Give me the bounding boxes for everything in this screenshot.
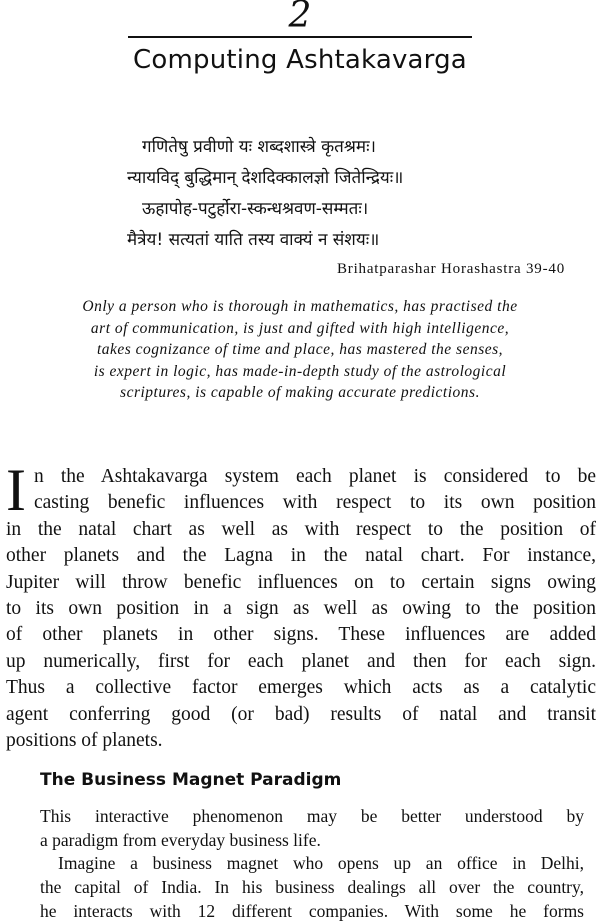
title-rule [128, 36, 472, 38]
verse-translation [0, 296, 600, 404]
chapter-title: Computing Ashtakavarga [133, 45, 467, 75]
chapter-number: 2 [288, 0, 312, 36]
body-line: Jupiter will throw benefic influences on to certain signs owing [6, 571, 596, 593]
verse-source: Brihatparashar Horashastra 39-40 [336, 261, 565, 277]
body-line: casting benefic influences with respect to its own position [33, 492, 596, 514]
drop-cap: I [6, 457, 26, 523]
body-line: positions of planets. [6, 729, 163, 751]
body-line: n the Ashtakavarga system each planet is considered to be [33, 466, 596, 487]
body-line: of other planets in other signs. These influences are added [6, 624, 596, 646]
sanskrit-verse [0, 132, 600, 256]
section-line: a paradigm from everyday business life. [40, 829, 321, 850]
verse-line: मैत्रेय! सत्यतां याति तस्य वाक्यं न संशयः॥ [127, 230, 380, 250]
section-line: This interactive phenomenon may be better understood by [40, 806, 584, 826]
section-line: the capital of India. In his business dealings all over the country, [40, 877, 584, 898]
verse-line: न्यायविद् बुद्धिमान् देशदिक्कालज्ञो जितेन्द्रियः॥ [127, 168, 404, 188]
section-heading: The Business Magnet Paradigm [40, 770, 342, 790]
body-line: in the natal chart as well as with respect to the position of [6, 518, 596, 540]
body-line: agent conferring good (or bad) results of natal and transit [6, 703, 596, 725]
section-line: he interacts with 12 different companies. With some he forms [40, 900, 584, 921]
body-paragraph [6, 457, 596, 754]
translation-line: art of communication, is just and gifted with high intelligence, [90, 319, 510, 337]
body-line: up numerically, first for each planet and then for each sign. [6, 650, 596, 672]
section-line: Imagine a business magnet who opens up an office in Delhi, [58, 853, 584, 874]
body-line: Thus a collective factor emerges which acts as a catalytic [6, 677, 596, 699]
translation-line: takes cognizance of time and place, has mastered the senses, [96, 341, 504, 358]
verse-line: गणितेषु प्रवीणो यः शब्दशास्त्रे कृतश्रमः। [142, 137, 376, 157]
body-line: to its own position in a sign as well as owing to the position [6, 597, 596, 619]
translation-line: is expert in logic, has made-in-depth study of the astrological [93, 362, 507, 380]
section-paragraph [40, 805, 584, 923]
verse-line: ऊहापोह-पटुर्होरा-स्कन्धश्रवण-सम्मतः। [142, 199, 369, 219]
translation-line: Only a person who is thorough in mathematics, has practised the [82, 298, 518, 315]
translation-line: scriptures, is capable of making accurate predictions. [120, 384, 480, 401]
body-line: other planets and the Lagna in the natal chart. For instance, [6, 545, 596, 567]
